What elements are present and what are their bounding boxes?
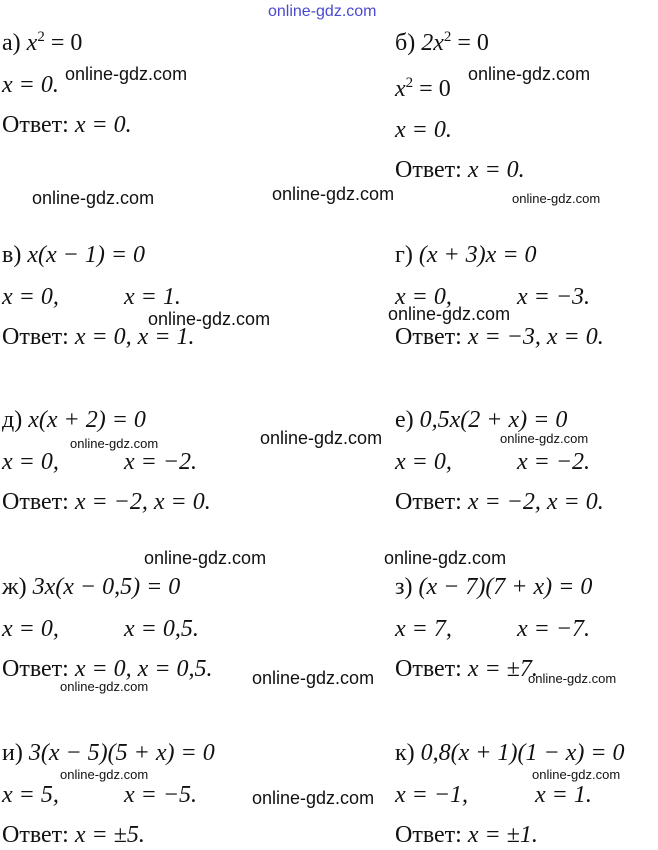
problem-d-equation: д) x(x + 2) = 0 [2, 407, 146, 433]
watermark: online-gdz.com [70, 436, 159, 451]
problem-d-root1: x = 0, [2, 449, 59, 475]
watermark: online-gdz.com [528, 671, 617, 686]
problem-zh-root2: x = 0,5. [124, 616, 199, 642]
watermark: online-gdz.com [260, 428, 383, 448]
problem-k-answer: Ответ: x = ±1. [395, 822, 538, 848]
problem-i-root1: x = 5, [2, 782, 59, 808]
watermark: online-gdz.com [60, 679, 149, 694]
problem-z-equation: з) (x − 7)(7 + x) = 0 [395, 574, 593, 600]
problem-e-equation: е) 0,5x(2 + x) = 0 [395, 407, 568, 433]
watermark: online-gdz.com [65, 64, 188, 84]
problem-e-root1: x = 0, [395, 449, 452, 475]
problem-v-root1: x = 0, [2, 284, 59, 310]
watermark: online-gdz.com [252, 788, 375, 808]
problem-i-equation: и) 3(x − 5)(5 + x) = 0 [2, 740, 215, 766]
problem-a-answer: Ответ: x = 0. [2, 112, 132, 138]
problem-a-equation: а) $x^2 = 0$ [2, 29, 83, 56]
problem-g-equation: г) (x + 3)x = 0 [395, 242, 537, 268]
problem-z-root1: x = 7, [395, 616, 452, 642]
problem-z-root2: x = −7. [517, 616, 591, 642]
problem-k-equation: к) 0,8(x + 1)(1 − x) = 0 [395, 740, 625, 766]
watermark: online-gdz.com [512, 191, 601, 206]
problem-g-root1: x = 0, [395, 284, 452, 310]
problem-b-equation: б) $2x^2 = 0$ [395, 29, 489, 56]
problem-d-root2: x = −2. [124, 449, 198, 475]
watermark: online-gdz.com [388, 304, 511, 324]
problem-d-answer: Ответ: x = −2, x = 0. [2, 489, 211, 515]
watermark: online-gdz.com [268, 3, 377, 20]
watermark: online-gdz.com [468, 64, 591, 84]
problem-b-answer: Ответ: x = 0. [395, 157, 525, 183]
problem-z-answer: Ответ: x = ±7. [395, 656, 538, 682]
problem-g-answer: Ответ: x = −3, x = 0. [395, 324, 604, 350]
problem-i-root2: x = −5. [124, 782, 198, 808]
problem-v-answer: Ответ: x = 0, x = 1. [2, 324, 195, 350]
problem-a-step: x = 0. [2, 72, 59, 98]
problem-k-root2: x = 1. [535, 782, 592, 808]
watermark: online-gdz.com [60, 767, 149, 782]
watermark: online-gdz.com [384, 548, 507, 568]
problem-v-root2: x = 1. [124, 284, 181, 310]
problem-e-answer: Ответ: x = −2, x = 0. [395, 489, 604, 515]
watermark: online-gdz.com [144, 548, 267, 568]
watermark: online-gdz.com [32, 188, 155, 208]
problem-g-root2: x = −3. [517, 284, 591, 310]
problem-k-root1: x = −1, [395, 782, 469, 808]
watermark: online-gdz.com [500, 431, 589, 446]
problem-i-answer: Ответ: x = ±5. [2, 822, 145, 848]
watermark: online-gdz.com [252, 668, 375, 688]
problem-zh-root1: x = 0, [2, 616, 59, 642]
problem-zh-answer: Ответ: x = 0, x = 0,5. [2, 656, 213, 682]
watermark: online-gdz.com [148, 309, 271, 329]
problem-e-root2: x = −2. [517, 449, 591, 475]
watermark: online-gdz.com [532, 767, 621, 782]
watermark: online-gdz.com [272, 184, 395, 204]
problem-v-equation: в) x(x − 1) = 0 [2, 242, 146, 268]
problem-b-step2: x = 0. [395, 117, 452, 143]
problem-b-step1: $x^2 = 0$ [395, 75, 451, 102]
problem-zh-equation: ж) 3x(x − 0,5) = 0 [2, 574, 181, 600]
